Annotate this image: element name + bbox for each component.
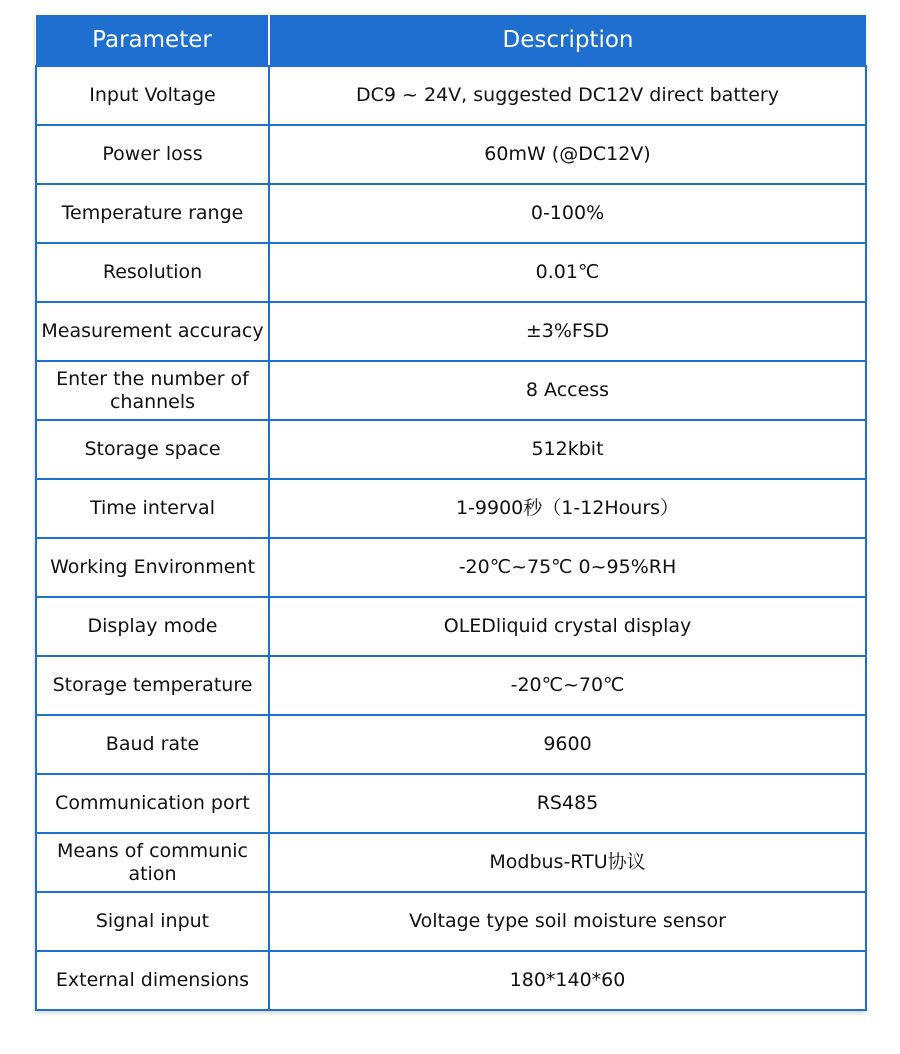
table-row <box>36 715 866 774</box>
header-parameter: Parameter <box>36 15 269 66</box>
table-row <box>36 774 866 833</box>
desc-cell: Modbus-RTU协议 <box>269 833 866 892</box>
header-description: Description <box>269 15 866 66</box>
table-row <box>36 302 866 361</box>
table-row <box>36 66 866 125</box>
param-cell: Power loss <box>36 125 269 184</box>
param-cell: Signal input <box>36 892 269 951</box>
table-row <box>36 479 866 538</box>
desc-cell: 1-9900秒（1-12Hours） <box>269 479 866 538</box>
table-row <box>36 243 866 302</box>
table-row <box>36 184 866 243</box>
desc-cell: ±3%FSD <box>269 302 866 361</box>
param-cell: Input Voltage <box>36 66 269 125</box>
desc-cell: 9600 <box>269 715 866 774</box>
desc-cell: -20℃~70℃ <box>269 656 866 715</box>
desc-cell: 0-100% <box>269 184 866 243</box>
table-row <box>36 833 866 892</box>
desc-cell: 512kbit <box>269 420 866 479</box>
desc-cell: 0.01℃ <box>269 243 866 302</box>
param-cell: Enter the number of channels <box>36 361 269 420</box>
spec-table-wrapper <box>35 15 865 1011</box>
param-cell: Working Environment <box>36 538 269 597</box>
table-row <box>36 538 866 597</box>
desc-cell: OLEDliquid crystal display <box>269 597 866 656</box>
desc-cell: Voltage type soil moisture sensor <box>269 892 866 951</box>
table-row <box>36 892 866 951</box>
param-cell: Baud rate <box>36 715 269 774</box>
param-cell: External dimensions <box>36 951 269 1010</box>
table-row <box>36 597 866 656</box>
param-cell: Display mode <box>36 597 269 656</box>
param-cell: Means of communic ation <box>36 833 269 892</box>
param-cell: Measurement accuracy <box>36 302 269 361</box>
desc-cell: 180*140*60 <box>269 951 866 1010</box>
table-row <box>36 125 866 184</box>
desc-cell: DC9 ~ 24V, suggested DC12V direct battery <box>269 66 866 125</box>
table-row <box>36 656 866 715</box>
desc-cell: -20℃~75℃ 0~95%RH <box>269 538 866 597</box>
desc-cell: 60mW (@DC12V) <box>269 125 866 184</box>
param-cell: Resolution <box>36 243 269 302</box>
param-cell: Temperature range <box>36 184 269 243</box>
table-row <box>36 420 866 479</box>
table-header-row <box>36 15 866 66</box>
table-row <box>36 951 866 1010</box>
spec-table <box>35 15 867 1011</box>
desc-cell: RS485 <box>269 774 866 833</box>
desc-cell: 8 Access <box>269 361 866 420</box>
param-cell: Storage temperature <box>36 656 269 715</box>
param-cell: Communication port <box>36 774 269 833</box>
table-row <box>36 361 866 420</box>
param-cell: Storage space <box>36 420 269 479</box>
param-cell: Time interval <box>36 479 269 538</box>
